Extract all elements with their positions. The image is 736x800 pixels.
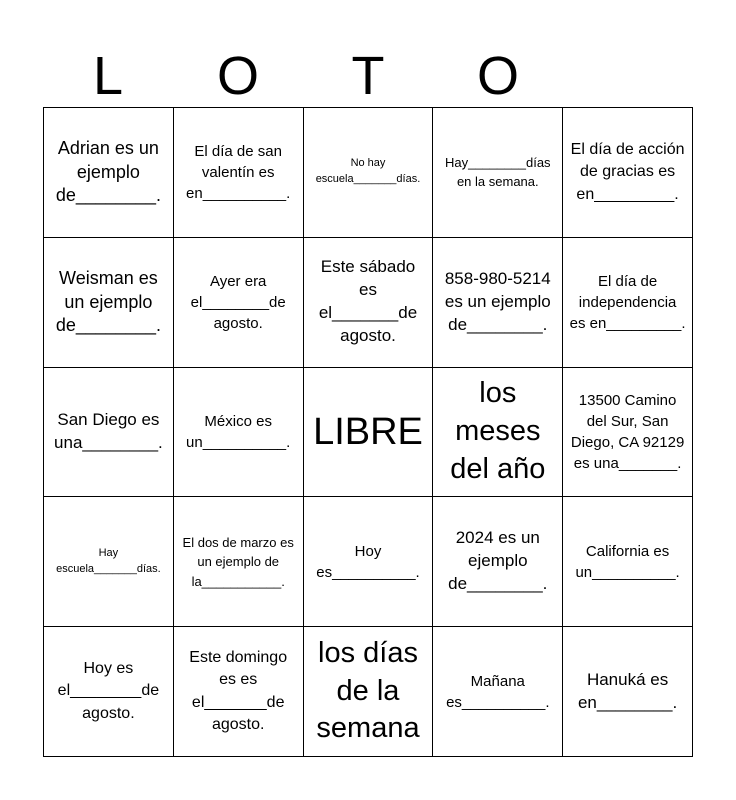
bingo-cell[interactable]: Hanuká es en________.: [563, 627, 693, 757]
bingo-cell[interactable]: México es un__________.: [174, 368, 304, 498]
bingo-cell[interactable]: 858-980-5214 es un ejemplo de________.: [433, 238, 563, 368]
bingo-cell[interactable]: Este domingo es es el_______de agosto.: [174, 627, 304, 757]
bingo-cell[interactable]: Este sábado es el_______de agosto.: [304, 238, 434, 368]
title-letter-o2: O: [476, 46, 519, 106]
bingo-cell[interactable]: Hoy es__________.: [304, 497, 434, 627]
title-letter-o1: O: [216, 46, 259, 106]
bingo-cell[interactable]: El día de independencia es en_________.: [563, 238, 693, 368]
bingo-cell[interactable]: Hoy es el________de agosto.: [44, 627, 174, 757]
title-letter-l: L: [92, 46, 124, 106]
bingo-cell[interactable]: El día de san valentín es en__________.: [174, 108, 304, 238]
bingo-cell[interactable]: California es un__________.: [563, 497, 693, 627]
bingo-title: [43, 44, 693, 108]
bingo-cell[interactable]: 2024 es un ejemplo de________.: [433, 497, 563, 627]
free-space-cell[interactable]: LIBRE: [304, 368, 434, 498]
bingo-cell[interactable]: Hay________días en la semana.: [433, 108, 563, 238]
bingo-cell[interactable]: 13500 Camino del Sur, San Diego, CA 92129 es una_______.: [563, 368, 693, 498]
bingo-cell[interactable]: Hay escuela_______días.: [44, 497, 174, 627]
bingo-cell[interactable]: Ayer era el________de agosto.: [174, 238, 304, 368]
bingo-cell[interactable]: El dos de marzo es un ejemplo de la___________.: [174, 497, 304, 627]
bingo-cell[interactable]: Weisman es un ejemplo de________.: [44, 238, 174, 368]
bingo-cell[interactable]: San Diego es una________.: [44, 368, 174, 498]
title-letter-t: T: [351, 46, 385, 106]
bingo-cell[interactable]: los días de la semana: [304, 627, 434, 757]
bingo-cell[interactable]: No hay escuela_______días.: [304, 108, 434, 238]
bingo-cell[interactable]: El día de acción de gracias es en_________.: [563, 108, 693, 238]
bingo-card-grid: [43, 107, 693, 757]
bingo-cell[interactable]: Mañana es__________.: [433, 627, 563, 757]
bingo-cell[interactable]: Adrian es un ejemplo de________.: [44, 108, 174, 238]
bingo-cell[interactable]: los meses del año: [433, 368, 563, 498]
